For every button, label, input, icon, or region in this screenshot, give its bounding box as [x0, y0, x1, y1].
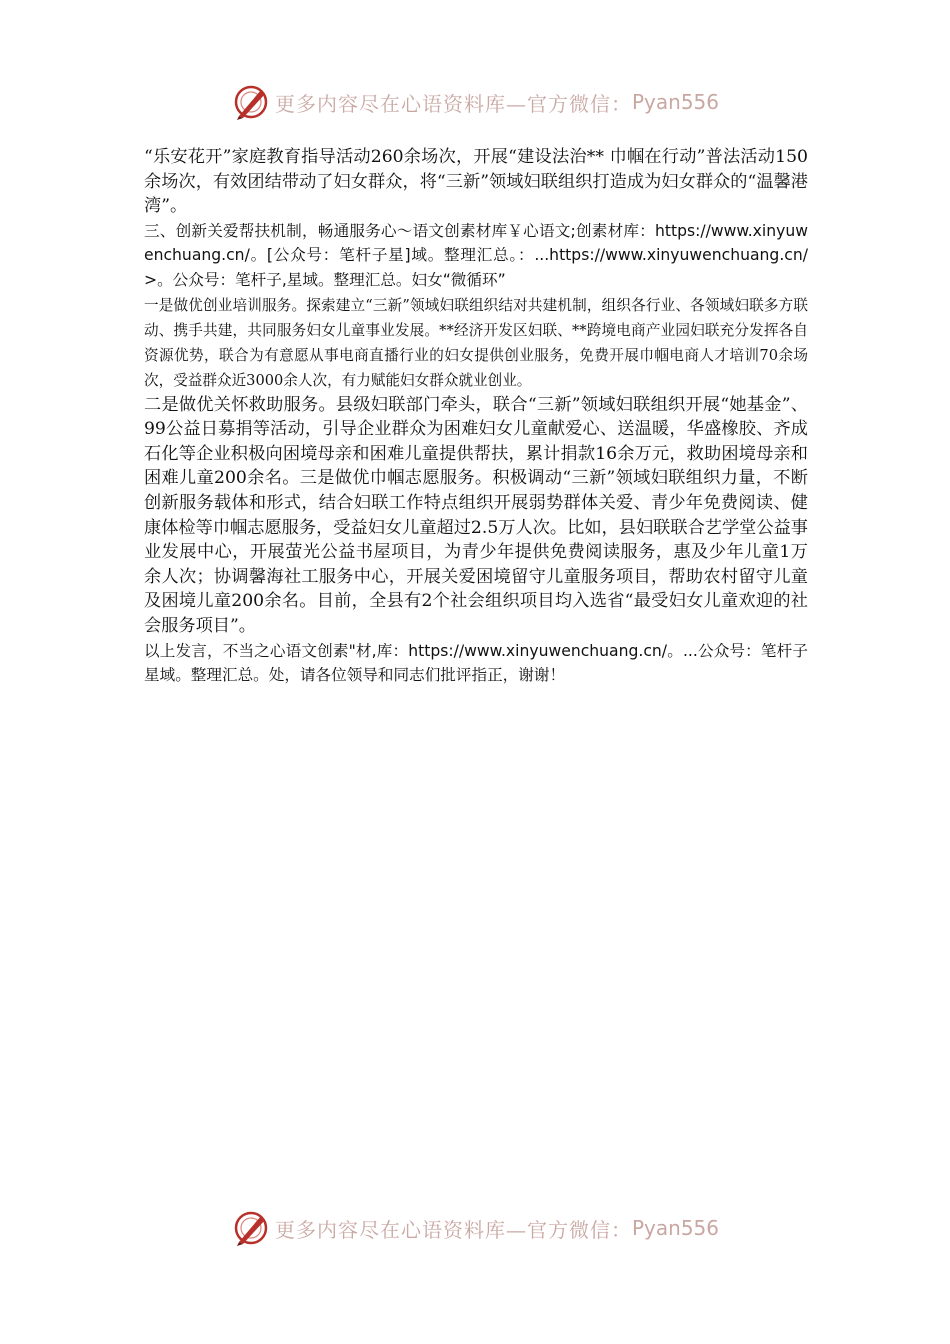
closing-paragraph: 以上发言，不当之心语文创素"材,库：https://www.xinyuwenchuang.cn/。...公众号：笔杆子星域。整理汇总。处，请各位领导和同志们批评指正，谢谢！ [144, 641, 808, 685]
banner-wechat-id: Pyan556 [631, 90, 719, 114]
document-body [144, 145, 808, 688]
banner-text: 更多内容尽在心语资料库—官方微信： [274, 91, 632, 116]
header-banner [0, 82, 950, 122]
banner-wechat-id: Pyan556 [631, 1216, 719, 1240]
footer-banner [0, 1208, 950, 1248]
section-heading: 三、创新关爱帮扶机制，畅通服务心～语文创素材库￥心语文;创素材库：https://www.xinyuwenchuang.cn/。[公众号：笔杆子星]域。整理汇总。：...https://www.xinyuwenchuang.cn/>。公众号：笔杆子,星域。整理汇总。妇女“微循环” [144, 221, 808, 289]
banner-text: 更多内容尽在心语资料库—官方微信： [274, 1217, 632, 1242]
pen-logo-icon [231, 1208, 271, 1248]
paragraph-1: “乐安花开”家庭教育指导活动260余场次，开展“建设法治** 巾帼在行动”普法活动150余场次，有效团结带动了妇女群众，将“三新”领域妇联组织打造成为妇女群众的“温馨港湾”。 [144, 147, 808, 217]
paragraph-3: 二是做优关怀救助服务。县级妇联部门牵头，联合“三新”领域妇联组织开展“她基金”、99公益日募捐等活动，引导企业群众为困难妇女儿童献爱心、送温暖，华盛橡胶、齐成石化等企业积极向困境母亲和困难儿童提供帮扶，累计捐款16余万元，救助困境母亲和困难儿童200余名。三是做优巾帼志愿服务。积极调动“三新”领域妇联组织力量，不断创新服务载体和形式，结合妇联工作特点组织开展弱势群体关爱、青少年免费阅读、健康体检等巾帼志愿服务，受益妇女儿童超过2.5万人次。比如，县妇联联合艺学堂公益事业发展中心，开展萤光公益书屋项目，为青少年提供免费阅读服务，惠及少年儿童1万余人次；协调馨海社工服务中心，开展关爱困境留守儿童服务项目，帮助农村留守儿童及困境儿童200余名。目前，全县有2个社会组织项目均入选省“最受妇女儿童欢迎的社会服务项目”。 [144, 394, 808, 636]
paragraph-2: 一是做优创业培训服务。探索建立“三新”领域妇联组织结对共建机制，组织各行业、各领域妇联多方联动、携手共建，共同服务妇女儿童事业发展。**经济开发区妇联、**跨境电商产业园妇联充分发挥各自资源优势，联合为有意愿从事电商直播行业的妇女提供创业服务，免费开展巾帼电商人才培训70余场次，受益群众近3000余人次，有力赋能妇女群众就业创业。 [144, 296, 808, 389]
pen-logo-icon [231, 82, 271, 122]
